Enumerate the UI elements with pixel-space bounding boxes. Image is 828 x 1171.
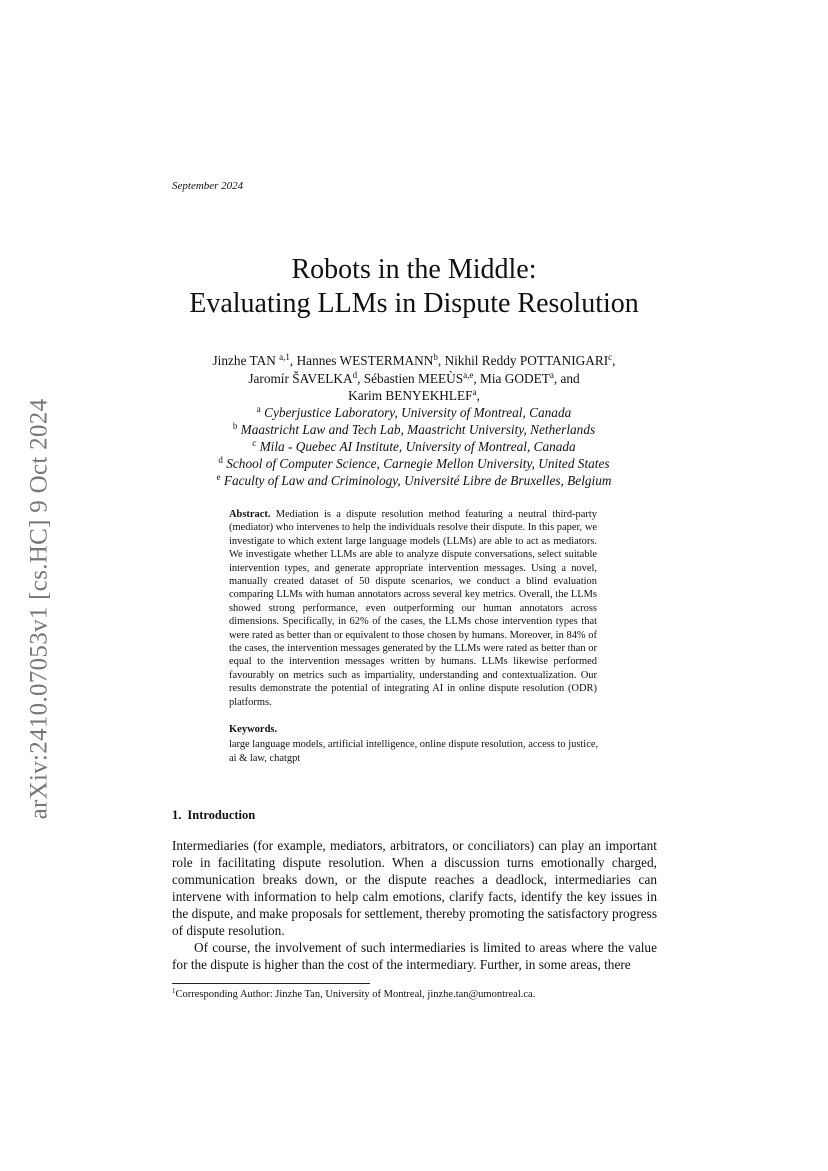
author-name: Sébastien MEEÙS (363, 370, 464, 386)
author-name: Mia GODET (480, 370, 550, 386)
arxiv-identifier-text: arXiv:2410.07053v1 [cs.HC] 9 Oct 2024 (25, 398, 52, 820)
section-title: Introduction (187, 808, 256, 822)
affiliation-mark: e (216, 472, 221, 482)
footnote (172, 988, 657, 1001)
footnote-text: Corresponding Author: Jinzhe Tan, University of Montreal, jinzhe.tan@umontreal.ca. (175, 989, 536, 1000)
author-affil-mark: d (352, 369, 358, 380)
affiliation (0, 404, 828, 421)
footnote-divider (172, 983, 370, 984)
affiliation-list (0, 404, 828, 489)
author-affil-mark: a (472, 387, 477, 397)
author-line-3: Karim BENYEKHLEF$^a$, (348, 387, 480, 403)
abstract (229, 508, 597, 709)
author-name: Jinzhe TAN (212, 353, 276, 368)
affiliation-mark: b (232, 421, 238, 431)
section-heading (172, 808, 255, 823)
keywords-label: Keywords. (229, 724, 278, 735)
affiliation-text: Mila - Quebec AI Institute, University of Montreal, Canada (259, 439, 576, 454)
affiliation-mark: c (252, 438, 257, 448)
affiliation (0, 438, 828, 455)
abstract-text: Mediation is a dispute resolution method featuring a neutral third-party (mediator) who intervenes to help the individuals resolve their dispute. In this paper, we investigate to which extent large language models (LLMs) are able to act as mediators. We investigate whether LLMs are able to analyze dispute conversations, select suitable intervention types, and generate appropriate intervention messages. Using a novel, manually created dataset of 50 dispute scenarios, we conduct a blind evaluation comparing LLMs with human annotators across several key metrics. Overall, the LLMs showed strong performance, even outperforming our human annotators across dimensions. Specifically, in 62% of the cases, the LLMs chose intervention types that were rated as better than or equivalent to those chosen by humans. Moreover, in 84% of the cases, the intervention messages generated by the LLMs were rated as better than or equal to the intervention messages written by humans. LLMs likewise performed favourably on metrics such as impartiality, understanding and contextualization. Our results demonstrate the potential of integrating AI in online dispute resolution (ODR) platforms. (229, 509, 597, 708)
section-number: 1. (172, 808, 182, 822)
affiliation (0, 472, 828, 489)
affiliation-mark: d (218, 455, 223, 465)
body-text (172, 837, 657, 973)
author-affil-mark: a,e (463, 369, 474, 380)
author-affil-mark: a (549, 369, 554, 380)
affiliation (0, 421, 828, 438)
author-affil-mark: c (608, 352, 613, 362)
author-line-2: Jaromír ŠAVELKA$^d$, Sébastien MEEÙS$^{a,e}$, Mia GODET$^a$, and (248, 369, 580, 386)
author-name: Nikhil Reddy POTTANIGARI (444, 353, 609, 368)
affiliation (0, 455, 828, 472)
footnote-mark: 1 (172, 987, 176, 995)
author-line-1: Jinzhe TAN $^{a,1}$, Hannes WESTERMANN$^b$, Nikhil Reddy POTTANIGARI$^c$, (212, 352, 616, 368)
keywords-text: large language models, artificial intelligence, online dispute resolution, access to justice, ai & law, chatgpt (229, 739, 599, 764)
abstract-label: Abstract. (229, 509, 271, 520)
author-affil-mark: a,1 (279, 352, 290, 362)
paragraph: Of course, the involvement of such intermediaries is limited to areas where the value for the dispute is higher than the cost of the intermediary. Further, in some areas, there (172, 940, 657, 972)
author-name: Hannes WESTERMANN (296, 353, 434, 368)
affiliation-text: School of Computer Science, Carnegie Mellon University, United States (226, 456, 610, 471)
author-conjunction: and (560, 370, 580, 386)
title-line-2: Evaluating LLMs in Dispute Resolution (189, 288, 639, 319)
paragraph: Intermediaries (for example, mediators, arbitrators, or conciliators) can play an important role in facilitating dispute resolution. When a discussion turns emotionally charged, communication breaks down, or the dispute reaches a deadlock, intermediaries can intervene with information to help calm emotions, clarify facts, identify the key issues in the dispute, and make proposals for settlement, thereby promoting the satisfactory progress of dispute resolution. (172, 838, 657, 938)
affiliation-text: Maastricht Law and Tech Lab, Maastricht University, Netherlands (240, 422, 596, 437)
author-name: Jaromír ŠAVELKA (248, 370, 353, 386)
author-name: Karim BENYEKHLEF (348, 388, 473, 403)
paper-title (0, 253, 828, 321)
author-list (0, 352, 828, 405)
author-affil-mark: b (433, 352, 438, 362)
title-line-1: Robots in the Middle: (291, 254, 537, 285)
affiliation-text: Faculty of Law and Criminology, Université Libre de Bruxelles, Belgium (223, 473, 612, 488)
affiliation-text: Cyberjustice Laboratory, University of Montreal, Canada (264, 405, 572, 420)
affiliation-mark: a (256, 404, 261, 414)
publication-date: September 2024 (172, 180, 244, 192)
